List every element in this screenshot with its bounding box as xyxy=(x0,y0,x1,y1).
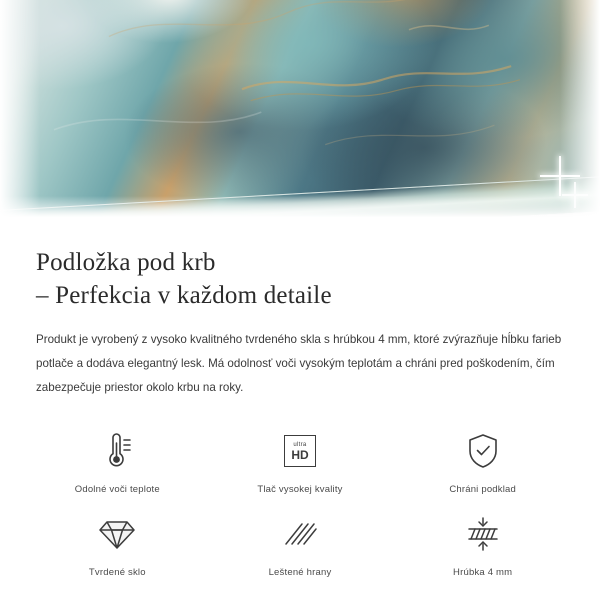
feature-label: Hrúbka 4 mm xyxy=(453,567,513,578)
feature-label: Chráni podklad xyxy=(449,484,517,495)
feature-thickness xyxy=(391,511,574,578)
diamond-icon xyxy=(98,511,136,557)
page-title xyxy=(36,246,564,312)
headline-line-2: – Perfekcia v každom detaile xyxy=(36,282,332,309)
feature-label: Tlač vysokej kvality xyxy=(257,484,343,495)
feature-grid xyxy=(0,428,600,578)
headline-line-1: Podložka pod krb xyxy=(36,249,216,276)
feature-tempered-glass xyxy=(26,511,209,578)
ultra-hd-icon xyxy=(284,428,316,474)
thermometer-icon xyxy=(100,428,134,474)
feature-label: Leštené hrany xyxy=(268,567,332,578)
ultra-hd-top-text: ultra xyxy=(293,441,307,448)
feature-label: Odolné voči teplote xyxy=(74,484,160,495)
feature-label: Tvrdené sklo xyxy=(88,567,146,578)
ultra-hd-bottom-text: HD xyxy=(291,447,309,462)
shield-check-icon xyxy=(465,428,501,474)
feature-print-quality xyxy=(209,428,392,495)
feature-polished-edges xyxy=(209,511,392,578)
feature-surface-protection xyxy=(391,428,574,495)
description-paragraph: Produkt je vyrobený z vysoko kvalitného tvrdeného skla s hrúbkou 4 mm, ktoré zvýrazňuje hĺbku farieb potlače a dodáva elegantný lesk. Má odolnosť voči vysokým teplotám a chráni pred poškodením, čím zabezpečuje priestor okolo krbu na roky. xyxy=(36,333,562,394)
text-content xyxy=(0,222,600,400)
thickness-icon xyxy=(464,511,502,557)
hero-image xyxy=(0,0,600,222)
polished-edges-icon xyxy=(282,511,318,557)
feature-heat-resistance xyxy=(26,428,209,495)
glass-panel-photo xyxy=(0,0,600,222)
